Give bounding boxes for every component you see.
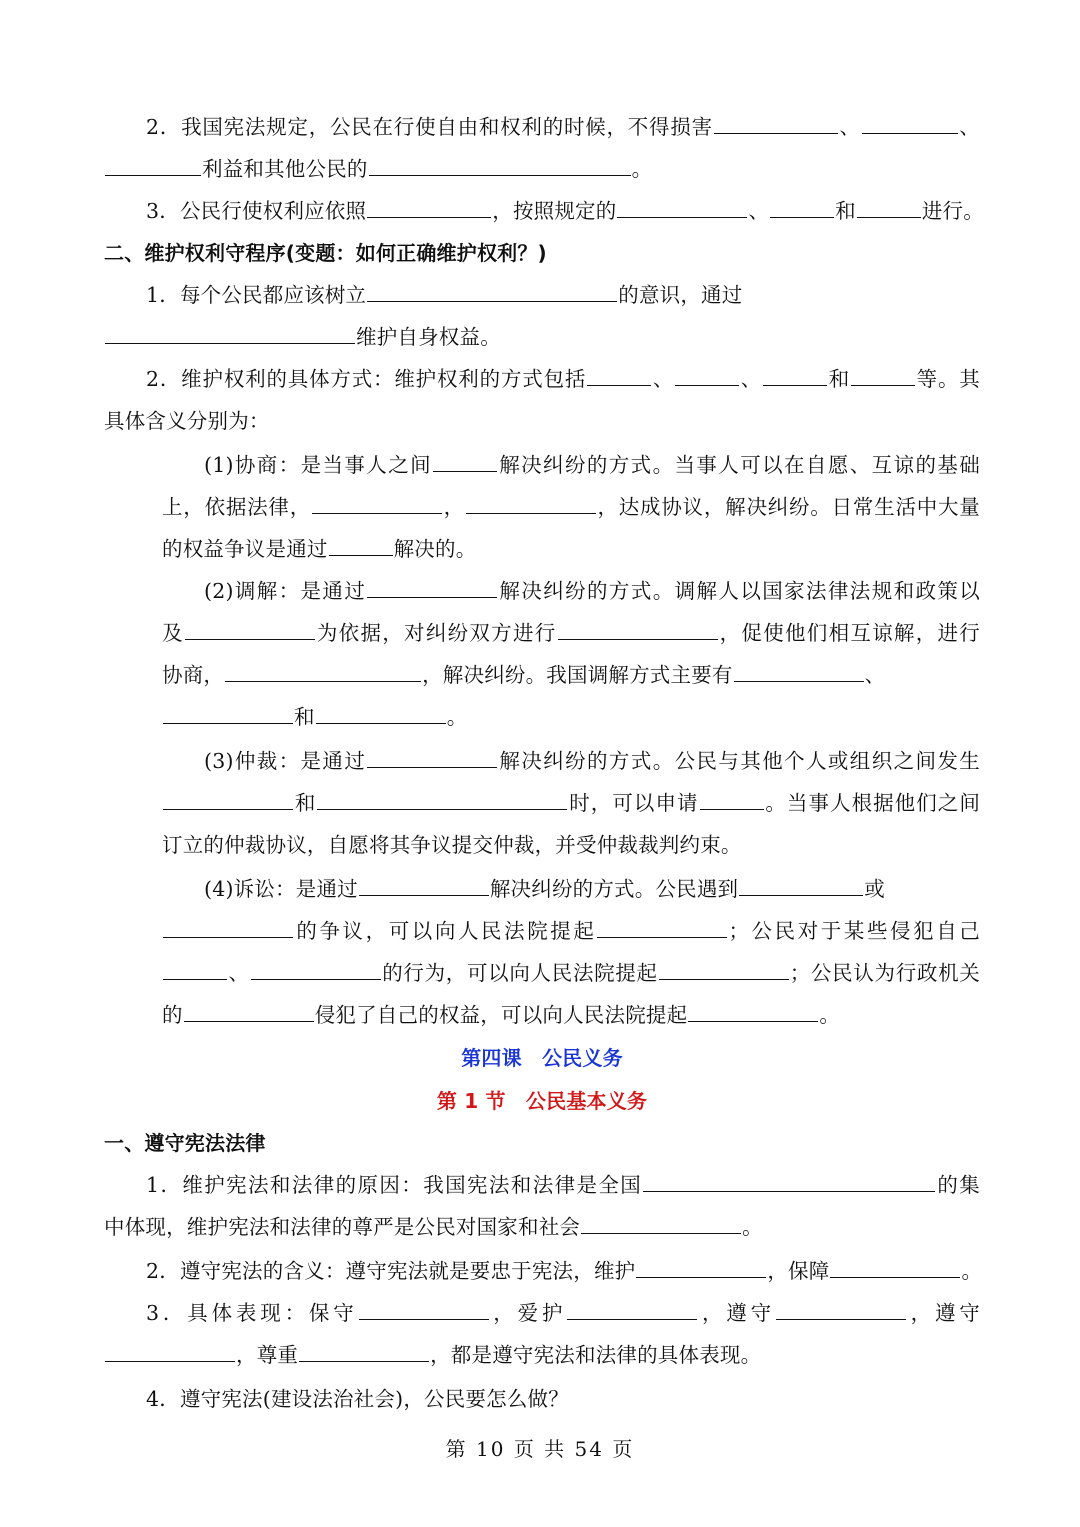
fill-blank[interactable]	[862, 107, 958, 134]
fill-blank[interactable]	[636, 1251, 766, 1278]
fill-blank[interactable]	[184, 995, 314, 1022]
fill-blank[interactable]	[359, 869, 489, 896]
fill-blank[interactable]	[359, 1293, 489, 1320]
text-line: 的争议，可以向人民法院提起 ；公民对于某些侵犯自己	[162, 910, 980, 952]
text-line: 3．公民行使权利应依照 ，按照规定的 、 和 进行。	[146, 190, 980, 232]
text-line: 的 侵犯了自己的权益，可以向人民法院提起 。	[162, 994, 980, 1036]
fill-blank[interactable]	[776, 1293, 906, 1320]
fill-blank[interactable]	[587, 359, 651, 386]
fill-blank[interactable]	[317, 783, 567, 810]
fill-blank[interactable]	[251, 953, 381, 980]
section-title: 第 1 节 公民基本义务	[436, 1089, 648, 1113]
fill-blank[interactable]	[830, 1251, 960, 1278]
text-line: (3)仲裁：是通过 解决纠纷的方式。公民与其他个人或组织之间发生	[204, 740, 980, 782]
fill-blank[interactable]	[739, 869, 863, 896]
text-line: 及 为依据，对纠纷双方进行 ，促使他们相互谅解，进行	[162, 612, 980, 654]
fill-blank[interactable]	[163, 783, 293, 810]
fill-blank[interactable]	[369, 149, 631, 176]
fill-blank[interactable]	[299, 1335, 429, 1362]
fill-blank[interactable]	[105, 1335, 235, 1362]
text-line: 1．每个公民都应该树立 的意识，通过	[146, 274, 980, 316]
fill-blank[interactable]	[367, 275, 617, 302]
fill-blank[interactable]	[617, 191, 747, 218]
text-line: 上，依据法律， ， ，达成协议，解决纠纷。日常生活中大量	[162, 486, 980, 528]
fill-blank[interactable]	[763, 359, 827, 386]
text-line: (2)调解：是通过 解决纠纷的方式。调解人以国家法律法规和政策以	[204, 570, 980, 612]
text-line: 维护自身权益。	[104, 316, 980, 358]
fill-blank[interactable]	[367, 741, 497, 768]
text-line: 和 时，可以申请 。当事人根据他们之间	[162, 782, 980, 824]
text-line: 2．遵守宪法的含义：遵守宪法就是要忠于宪法，维护 ，保障 。	[146, 1250, 980, 1292]
fill-blank[interactable]	[581, 1207, 741, 1234]
text-line: 3．具体表现：保守 ，爱护 ，遵守 ，遵守	[146, 1292, 980, 1334]
section-heading: 一、遵守宪法法律	[104, 1131, 266, 1155]
fill-blank[interactable]	[185, 613, 315, 640]
text-line: 协商， ，解决纠纷。我国调解方式主要有 、	[162, 654, 980, 696]
fill-blank[interactable]	[105, 149, 201, 176]
fill-blank[interactable]	[105, 317, 355, 344]
lesson-title: 第四课 公民义务	[461, 1046, 623, 1070]
fill-blank[interactable]	[770, 191, 834, 218]
fill-blank[interactable]	[700, 783, 764, 810]
text-line: 利益和其他公民的 。	[104, 148, 980, 190]
fill-blank[interactable]	[643, 1165, 935, 1192]
page-footer: 第 10 页 共 54 页	[445, 1437, 635, 1461]
fill-blank[interactable]	[857, 191, 921, 218]
fill-blank[interactable]	[367, 191, 491, 218]
text-line: 和 。	[162, 696, 980, 738]
fill-blank[interactable]	[312, 487, 442, 514]
text-line: ，尊重 ，都是遵守宪法和法律的具体表现。	[104, 1334, 980, 1376]
section-heading: 二、维护权利守程序(变题：如何正确维护权利？)	[104, 241, 547, 265]
text-line: 中体现，维护宪法和法律的尊严是公民对国家和社会 。	[104, 1206, 980, 1248]
fill-blank[interactable]	[163, 953, 227, 980]
text-line: 具体含义分别为：	[104, 409, 270, 433]
text-line: 2．维护权利的具体方式：维护权利的方式包括 、 、 和 等。其	[146, 358, 980, 400]
fill-blank[interactable]	[597, 911, 727, 938]
fill-blank[interactable]	[567, 1293, 697, 1320]
text-line: 、 的行为，可以向人民法院提起 ；公民认为行政机关	[162, 952, 980, 994]
fill-blank[interactable]	[675, 359, 739, 386]
fill-blank[interactable]	[659, 953, 789, 980]
fill-blank[interactable]	[225, 655, 421, 682]
fill-blank[interactable]	[851, 359, 915, 386]
fill-blank[interactable]	[316, 697, 446, 724]
fill-blank[interactable]	[163, 911, 293, 938]
fill-blank[interactable]	[558, 613, 718, 640]
text-line: (1)协商：是当事人之间 解决纠纷的方式。当事人可以在自愿、互谅的基础	[204, 444, 980, 486]
text-line: 1．维护宪法和法律的原因：我国宪法和法律是全国 的集	[146, 1164, 980, 1206]
text-line: 4．遵守宪法(建设法治社会)，公民要怎么做？	[146, 1387, 569, 1411]
text-line: (4)诉讼：是通过 解决纠纷的方式。公民遇到 或	[204, 868, 980, 910]
fill-blank[interactable]	[367, 571, 497, 598]
text-line: 2．我国宪法规定，公民在行使自由和权利的时候，不得损害 、 、	[146, 106, 980, 148]
text-line: 订立的仲裁协议，自愿将其争议提交仲裁，并受仲裁裁判约束。	[162, 833, 742, 857]
fill-blank[interactable]	[734, 655, 864, 682]
text-line: 的权益争议是通过 解决的。	[162, 528, 980, 570]
fill-blank[interactable]	[466, 487, 596, 514]
fill-blank[interactable]	[163, 697, 293, 724]
fill-blank[interactable]	[714, 107, 838, 134]
fill-blank[interactable]	[688, 995, 818, 1022]
fill-blank[interactable]	[433, 445, 497, 472]
fill-blank[interactable]	[329, 529, 393, 556]
